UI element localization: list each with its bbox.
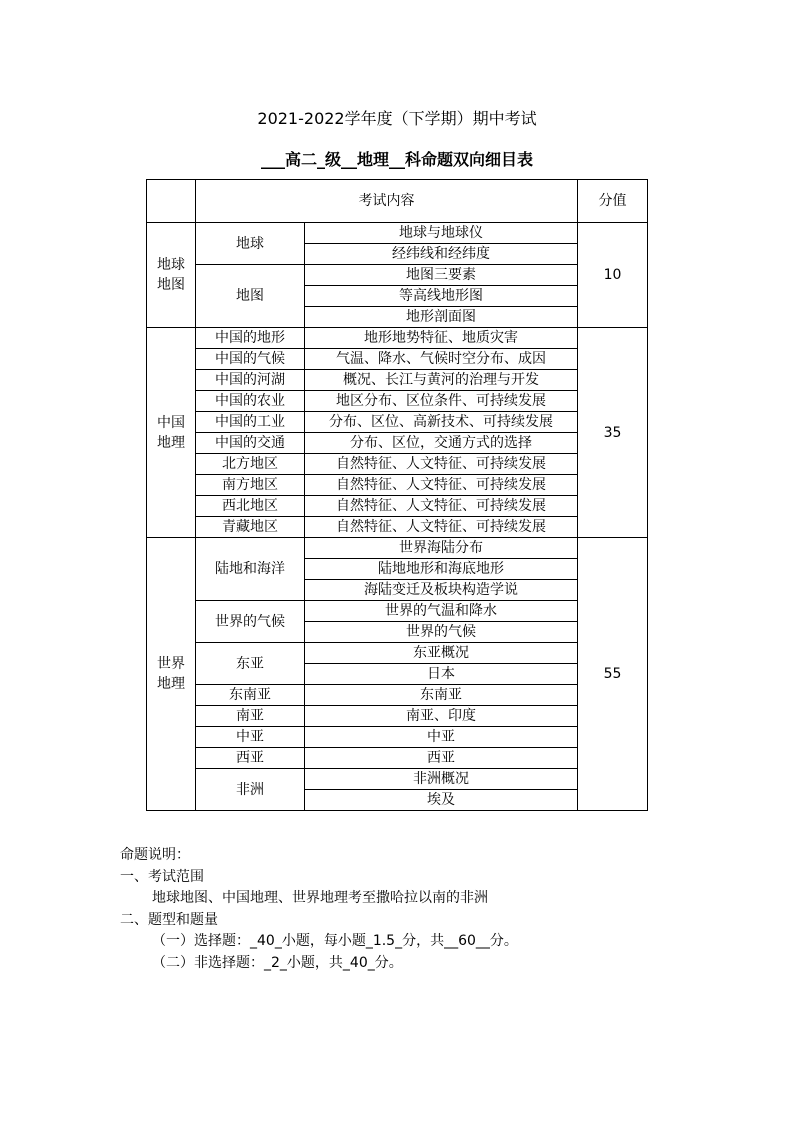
topic-cell: 青藏地区: [196, 517, 305, 538]
table-row: [147, 496, 648, 517]
content-item-cell: 非洲概况: [305, 769, 578, 790]
section-name-cell: 中国地理: [147, 328, 196, 538]
content-item-cell: 地区分布、区位条件、可持续发展: [305, 391, 578, 412]
content-item-cell: 海陆变迁及板块构造学说: [305, 580, 578, 601]
topic-cell: 世界的气候: [196, 601, 305, 643]
nonchoice-question-line: （二）非选择题：_2_小题，共_40_分。: [152, 954, 403, 971]
content-item-cell: 分布、区位，交通方式的选择: [305, 433, 578, 454]
content-item-cell: 世界的气温和降水: [305, 601, 578, 622]
content-item-cell: 世界的气候: [305, 622, 578, 643]
table-row: [147, 748, 648, 769]
content-item-cell: 西亚: [305, 748, 578, 769]
topic-cell: 西北地区: [196, 496, 305, 517]
content-item-cell: 南亚、印度: [305, 706, 578, 727]
table-row: [147, 433, 648, 454]
content-item-cell: 地形剖面图: [305, 307, 578, 328]
topic-cell: 中国的气候: [196, 349, 305, 370]
content-item-cell: 东南亚: [305, 685, 578, 706]
content-item-cell: 等高线地形图: [305, 286, 578, 307]
topic-cell: 北方地区: [196, 454, 305, 475]
topic-cell: 南方地区: [196, 475, 305, 496]
content-item-cell: 日本: [305, 664, 578, 685]
content-item-cell: 分布、区位、高新技术、可持续发展: [305, 412, 578, 433]
table-row: [147, 769, 648, 790]
topic-cell: 中国的地形: [196, 328, 305, 349]
topic-cell: 地图: [196, 265, 305, 328]
table-row: [147, 643, 648, 664]
header-content-cell: 考试内容: [196, 180, 578, 223]
table-row: [147, 517, 648, 538]
content-item-cell: 自然特征、人文特征、可持续发展: [305, 454, 578, 475]
content-item-cell: 概况、长江与黄河的治理与开发: [305, 370, 578, 391]
table-header-row: [147, 180, 648, 223]
content-item-cell: 陆地地形和海底地形: [305, 559, 578, 580]
table-row: [147, 328, 648, 349]
section-score-cell: 10: [578, 223, 648, 328]
topic-cell: 中国的河湖: [196, 370, 305, 391]
scope-heading: 一、考试范围: [120, 868, 204, 885]
notes-section: [120, 845, 518, 974]
table-row: [147, 349, 648, 370]
document-title: 2021-2022学年度（下学期）期中考试: [257, 109, 537, 128]
content-item-cell: 自然特征、人文特征、可持续发展: [305, 517, 578, 538]
content-item-cell: 自然特征、人文特征、可持续发展: [305, 496, 578, 517]
topic-cell: 陆地和海洋: [196, 538, 305, 601]
content-item-cell: 地图三要素: [305, 265, 578, 286]
exam-spec-table: [146, 179, 648, 811]
notes-heading: 命题说明：: [120, 847, 190, 863]
section-name-cell: 地球地图: [147, 223, 196, 328]
content-item-cell: 自然特征、人文特征、可持续发展: [305, 475, 578, 496]
content-item-cell: 地形地势特征、地质灾害: [305, 328, 578, 349]
topic-cell: 中亚: [196, 727, 305, 748]
topic-cell: 东亚: [196, 643, 305, 685]
table-row: [147, 223, 648, 244]
scope-text: 地球地图、中国地理、世界地理考至撒哈拉以南的非洲: [152, 890, 488, 906]
choice-question-line: （一）选择题：_40_小题，每小题_1.5_分，共__60__分。: [152, 933, 518, 949]
topic-cell: 中国的交通: [196, 433, 305, 454]
content-item-cell: 气温、降水、气候时空分布、成因: [305, 349, 578, 370]
content-item-cell: 埃及: [305, 790, 578, 811]
content-item-cell: 世界海陆分布: [305, 538, 578, 559]
table-row: [147, 727, 648, 748]
table-row: [147, 412, 648, 433]
topic-cell: 中国的工业: [196, 412, 305, 433]
table-row: [147, 370, 648, 391]
topic-cell: 地球: [196, 223, 305, 265]
content-item-cell: 东亚概况: [305, 643, 578, 664]
table-row: [147, 265, 648, 286]
header-score-cell: 分值: [578, 180, 648, 223]
table-row: [147, 706, 648, 727]
table-row: [147, 391, 648, 412]
topic-cell: 西亚: [196, 748, 305, 769]
table-row: [147, 601, 648, 622]
topic-cell: 南亚: [196, 706, 305, 727]
header-blank-cell: [147, 180, 196, 223]
content-item-cell: 经纬线和经纬度: [305, 244, 578, 265]
section-score-cell: 55: [578, 538, 648, 811]
document-subtitle: ___高二_级__地理__科命题双向细目表: [260, 150, 533, 169]
table-row: [147, 454, 648, 475]
section-score-cell: 35: [578, 328, 648, 538]
table-row: [147, 475, 648, 496]
table-row: [147, 685, 648, 706]
topic-cell: 东南亚: [196, 685, 305, 706]
content-item-cell: 地球与地球仪: [305, 223, 578, 244]
table-row: [147, 538, 648, 559]
section-name-cell: 世界地理: [147, 538, 196, 811]
content-item-cell: 中亚: [305, 727, 578, 748]
types-heading: 二、题型和题量: [120, 911, 218, 928]
topic-cell: 非洲: [196, 769, 305, 811]
topic-cell: 中国的农业: [196, 391, 305, 412]
